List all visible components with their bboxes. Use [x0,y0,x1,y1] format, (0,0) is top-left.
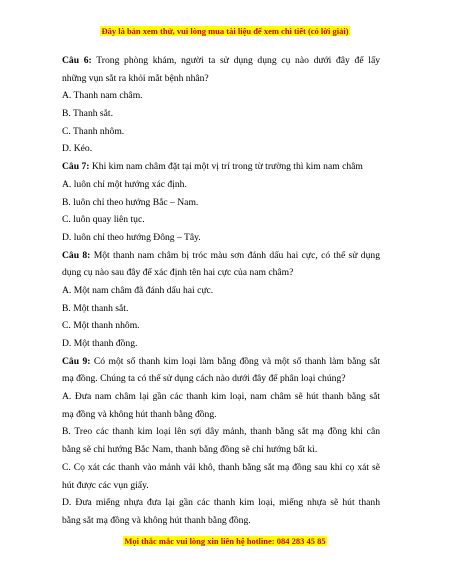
question-9-option-d-line-1: D. Đưa miếng nhựa đưa lại gần các thanh kim loại, miếng nhựa sẽ hút thanh [62,497,380,509]
question-8-line-1: Câu 8: Một thanh nam châm bị tróc màu sơn đánh dấu hai cực, có thể sử dụng [62,249,380,261]
question-9-option-a-line-1: A. Đưa nam châm lại gần các thanh kim loại, nam châm sẽ hút thanh bằng sắt [62,391,380,403]
question-9-option-b-line-2: bằng sẽ chỉ hướng Bắc Nam, thanh bằng đồng sẽ chỉ hướng bất kì. [62,444,318,456]
question-6-line-2: những vụn sắt ra khỏi mắt bệnh nhân? [62,72,209,84]
question-6-line-1: Câu 6: Trong phòng khám, người ta sử dụng dụng cụ nào dưới đây để lấy [62,55,381,66]
question-7-label: Câu 7: [62,161,90,173]
question-7-line-1: Câu 7: Khi kim nam châm đặt tại một vị trí trong từ trường thì kim nam châm [62,161,363,173]
question-6-option-a: A. Thanh nam châm. [62,90,143,102]
question-9-option-b-line-1: B. Treo các thanh kim loại lên sợi dây mảnh, thanh bằng sắt mạ đồng khi cân [62,426,380,438]
question-8-label: Câu 8: [62,249,91,261]
question-9-option-a-line-2: mạ đồng và không hút thanh bằng đồng. [62,408,217,420]
question-8-option-c: C. Một thanh nhôm. [62,320,140,332]
question-7-option-d: D. luôn chỉ theo hướng Đông – Tây. [62,231,201,243]
question-7-option-a: A. luôn chỉ một hướng xác định. [62,178,187,190]
question-6-option-d: D. Kéo. [62,143,93,155]
preview-notice: Đây là bản xem thử, vui lòng mua tài liệu để xem chi tiết (có lời giải) [101,26,349,36]
question-7-option-c: C. luôn quay liên tục. [62,214,145,226]
question-9-option-c-line-2: hút được các vụn giấy. [62,479,149,491]
question-9-line-1: Câu 9: Có một số thanh kim loại làm bằng đồng và một số thanh làm bằng sắt [62,355,381,367]
question-9-option-c-line-1: C. Cọ xát các thanh vào mảnh vải khô, thanh bằng sắt mạ đồng sau khi cọ xát sẽ [62,461,380,473]
question-9-label: Câu 9: [62,355,91,367]
question-6-option-c: C. Thanh nhôm. [62,125,125,137]
question-list [62,52,380,530]
question-6-label: Câu 6: [62,55,92,66]
hotline-notice: Mọi thắc mắc vui lòng xin liên hệ hotline: 084 283 45 85 [124,536,326,546]
question-6-option-b: B. Thanh sắt. [62,108,113,120]
question-8-option-b: B. Một thanh sắt. [62,302,129,314]
question-9-option-d-line-2: bằng sắt mạ đồng và không hút thanh bằng đồng. [62,514,251,526]
question-7-option-b: B. luôn chỉ theo hướng Bắc – Nam. [62,196,199,208]
question-8-option-d: D. Một thanh đồng. [62,338,138,349]
question-8-option-a: A. Một nam châm đã đánh dấu hai cực. [62,284,214,296]
question-9-line-2: mạ đồng. Chúng ta có thể sử dụng cách nào dưới đây để phân loại chúng? [62,373,346,385]
question-8-line-2: dụng cụ nào sau đây để xác định tên hai cực của nam châm? [62,267,294,279]
